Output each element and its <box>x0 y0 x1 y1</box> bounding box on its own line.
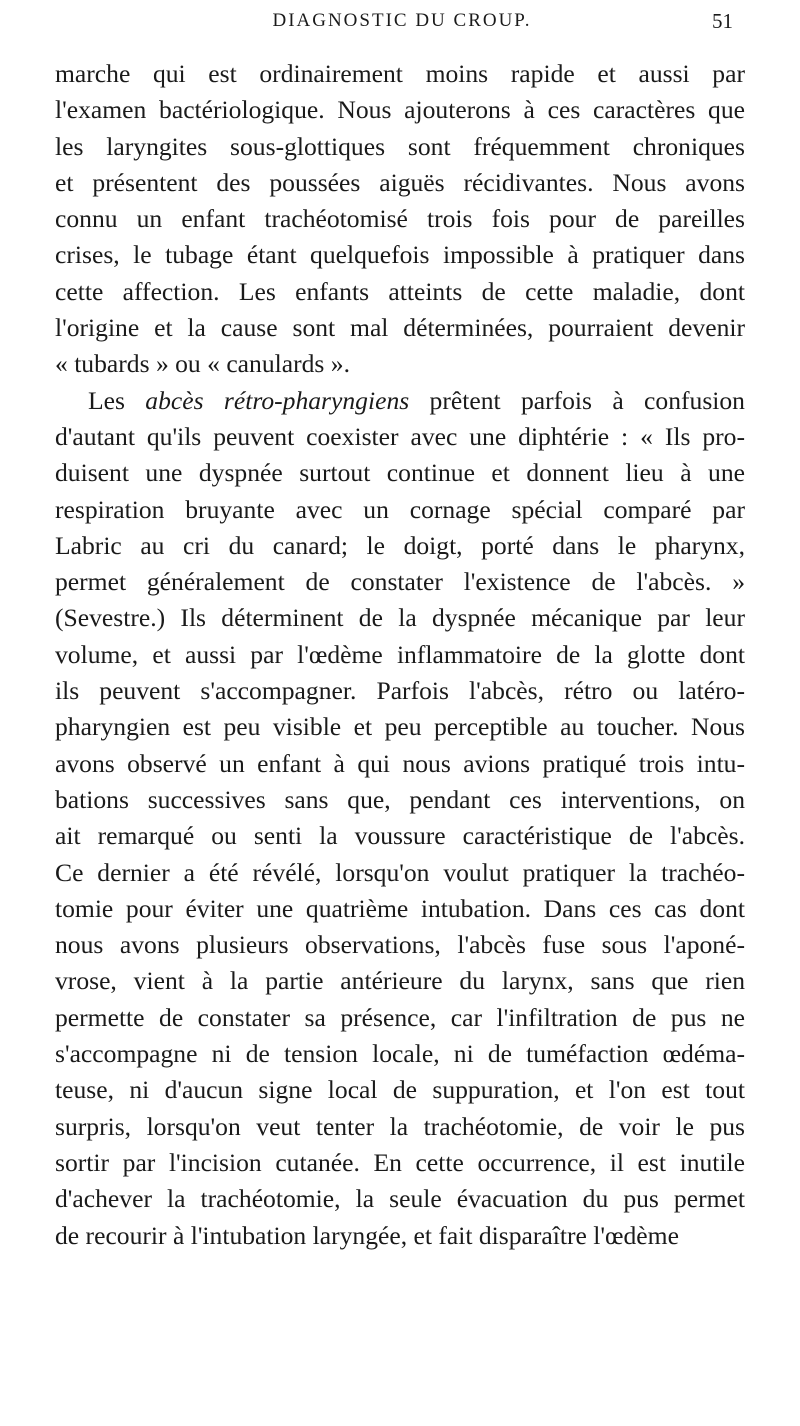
text-run: permette de constater sa présence, car l'infiltration de pus ne <box>55 1002 745 1032</box>
text-line <box>55 1218 745 1254</box>
text-run: l'examen bactériologique. Nous ajouterons à ces caractères que <box>55 95 745 125</box>
text-run: duisent une dyspnée surtout continue et donnent lieu à une <box>55 458 745 488</box>
text-line <box>55 963 745 999</box>
text-line <box>55 455 745 491</box>
text-line <box>55 129 745 165</box>
text-run: d'autant qu'ils peuvent coexister avec une diphtérie : « Ils pro- <box>55 421 745 451</box>
text-line <box>55 1145 745 1181</box>
text-line <box>55 274 745 310</box>
text-line <box>55 1036 745 1072</box>
text-line <box>55 1109 745 1145</box>
text-line <box>55 673 745 709</box>
text-run: (Sevestre.) Ils déterminent de la dyspnée mécanique par leur <box>55 603 745 633</box>
text-run: s'accompagne ni de tension locale, ni de tuméfaction œdéma- <box>55 1039 745 1069</box>
text-run: les laryngites sous-glottiques sont fréquemment chroniques <box>55 131 745 161</box>
text-run: Labric au cri du canard; le doigt, porté dans le pharynx, <box>55 530 745 560</box>
text-line <box>55 419 745 455</box>
text-line <box>55 600 745 636</box>
text-line <box>55 237 745 273</box>
text-line <box>55 1072 745 1108</box>
text-run: « tubards » ou « canulards ». <box>55 349 350 379</box>
text-run: sortir par l'incision cutanée. En cette occurrence, il est inutile <box>55 1147 745 1177</box>
text-line <box>55 637 745 673</box>
body-text <box>55 56 745 1254</box>
text-line <box>55 891 745 927</box>
text-run: nous avons plusieurs observations, l'abcès fuse sous l'aponé- <box>55 930 745 960</box>
running-title: DIAGNOSTIC DU CROUP. <box>272 10 532 31</box>
text-run: ils peuvent s'accompagner. Parfois l'abcès, rétro ou latéro- <box>55 676 745 706</box>
text-run: marche qui est ordinairement moins rapide et aussi par <box>55 59 745 88</box>
running-head <box>0 6 800 36</box>
text-run: bations successives sans que, pendant ces interventions, on <box>55 784 745 814</box>
text-line <box>55 201 745 237</box>
text-line <box>55 782 745 818</box>
text-line <box>55 528 745 564</box>
text-line <box>55 1181 745 1217</box>
text-line <box>55 746 745 782</box>
text-run: teuse, ni d'aucun signe local de suppuration, et l'on est tout <box>55 1075 745 1105</box>
text-line <box>55 92 745 128</box>
text-run: tomie pour éviter une quatrième intubation. Dans ces cas dont <box>55 893 745 923</box>
text-line <box>55 855 745 891</box>
text-line <box>55 492 745 528</box>
text-run: avons observé un enfant à qui nous avions pratiqué trois intu- <box>55 748 745 778</box>
text-line <box>55 564 745 600</box>
text-line <box>55 1000 745 1036</box>
page-number: 51 <box>712 9 733 33</box>
text-run: respiration bruyante avec un cornage spécial comparé par <box>55 494 745 524</box>
text-run: surpris, lorsqu'on veut tenter la trachéotomie, de voir le pus <box>55 1111 745 1141</box>
text-line <box>55 165 745 201</box>
text-line <box>55 709 745 745</box>
text-run: prêtent parfois à confusion <box>409 385 745 415</box>
text-run: d'achever la trachéotomie, la seule évacuation du pus permet <box>55 1184 745 1214</box>
text-line <box>55 818 745 854</box>
text-run: Les <box>88 385 146 415</box>
text-run: pharyngien est peu visible et peu perceptible au toucher. Nous <box>55 712 745 742</box>
text-line <box>55 346 745 382</box>
text-line <box>55 310 745 346</box>
text-run: volume, et aussi par l'œdème inflammatoire de la glotte dont <box>55 639 745 669</box>
text-run: et présentent des poussées aiguës récidivantes. Nous avons <box>55 167 745 197</box>
text-run: ait remarqué ou senti la voussure caractéristique de l'abcès. <box>55 821 745 851</box>
text-line <box>55 56 745 92</box>
text-line <box>55 927 745 963</box>
text-run: permet généralement de constater l'existence de l'abcès. » <box>55 567 745 597</box>
text-run: de recourir à l'intubation laryngée, et fait disparaître l'œdème <box>55 1220 679 1250</box>
text-run: Ce dernier a été révélé, lorsqu'on voulut pratiquer la trachéo- <box>55 857 745 887</box>
text-run: vrose, vient à la partie antérieure du larynx, sans que rien <box>55 966 745 996</box>
italic-term: abcès rétro-pharyngiens <box>145 385 410 415</box>
text-run: l'origine et la cause sont mal déterminées, pourraient devenir <box>55 313 745 343</box>
text-line <box>55 383 745 419</box>
text-run: cette affection. Les enfants atteints de cette maladie, dont <box>55 276 745 306</box>
text-run: crises, le tubage étant quelquefois impossible à pratiquer dans <box>55 240 745 270</box>
text-run: connu un enfant trachéotomisé trois fois pour de pareilles <box>55 204 745 234</box>
